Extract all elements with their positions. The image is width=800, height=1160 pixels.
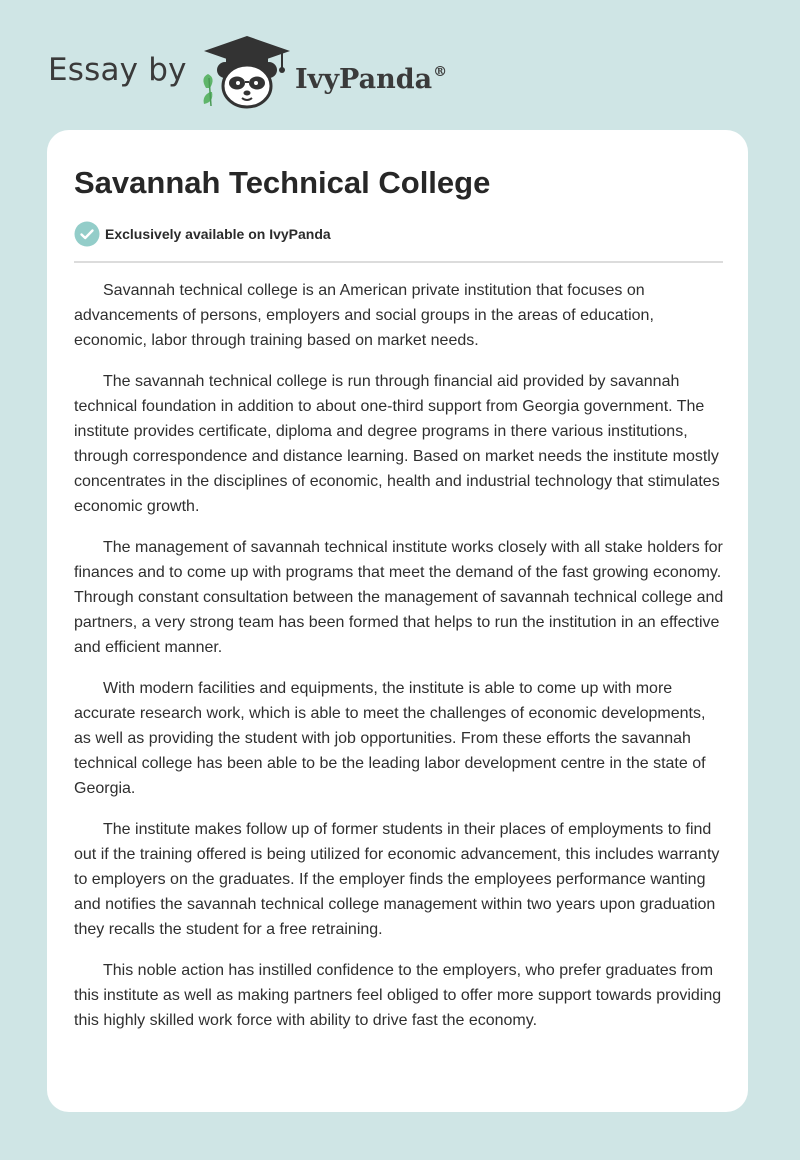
paragraph: The institute makes follow up of former students in their places of employments to find out if the training offered is being utilized for economic advancement, this includes warranty to employers on the graduates. If the employer finds the employees performance wanting and notifies the savannah technical college management within two years upon graduation they recalls the student for a free retraining. — [74, 821, 720, 938]
registered-mark: ® — [433, 64, 448, 80]
brand-prefix: Essay by — [48, 52, 187, 88]
paragraph: This noble action has instilled confidence to the employers, who prefer graduates from this institute as well as making partners feel obliged to offer more support towards providing this highly skilled work force with ability to drive fast the economy. — [74, 962, 722, 1029]
brand-name-text: IvyPanda — [295, 64, 433, 95]
paragraph: The savannah technical college is run through financial aid provided by savannah technical foundation in addition to about one-third support from Georgia government. The institute provides certificate, diploma and degree programs in there various institutions, through correspondence and distance learning. Based on market needs the institute mostly concentrates in the disciplines of economic, health and industrial technology that stimulates economic growth. — [74, 373, 720, 515]
panda-graduate-icon — [200, 34, 294, 110]
essay-body — [74, 278, 724, 1049]
paragraph: The management of savannah technical institute works closely with all stake holders for finances and to come up with programs that meet the demand of the fast growing economy. Through constant consultation between the management of savannah technical college and partners, a very strong team has been formed that helps to run the institution in an effective and efficient manner. — [74, 539, 724, 656]
divider — [74, 261, 723, 263]
essay-card — [47, 130, 748, 1112]
exclusive-badge — [74, 221, 331, 247]
brand-name — [295, 52, 447, 100]
site-header — [0, 0, 800, 125]
badge-text: Exclusively available on IvyPanda — [105, 226, 331, 242]
paragraph: Savannah technical college is an American private institution that focuses on advancements of persons, employers and social groups in the areas of education, economic, labor through training based on market needs. — [74, 282, 654, 349]
paragraph: With modern facilities and equipments, the institute is able to come up with more accurate research work, which is able to meet the challenges of economic developments, as well as providing the student with job opportunities. From these efforts the savannah technical college has been able to be the leading labor development centre in the state of Georgia. — [74, 680, 706, 797]
check-circle-icon — [74, 221, 100, 247]
page-title: Savannah Technical College — [74, 165, 491, 200]
